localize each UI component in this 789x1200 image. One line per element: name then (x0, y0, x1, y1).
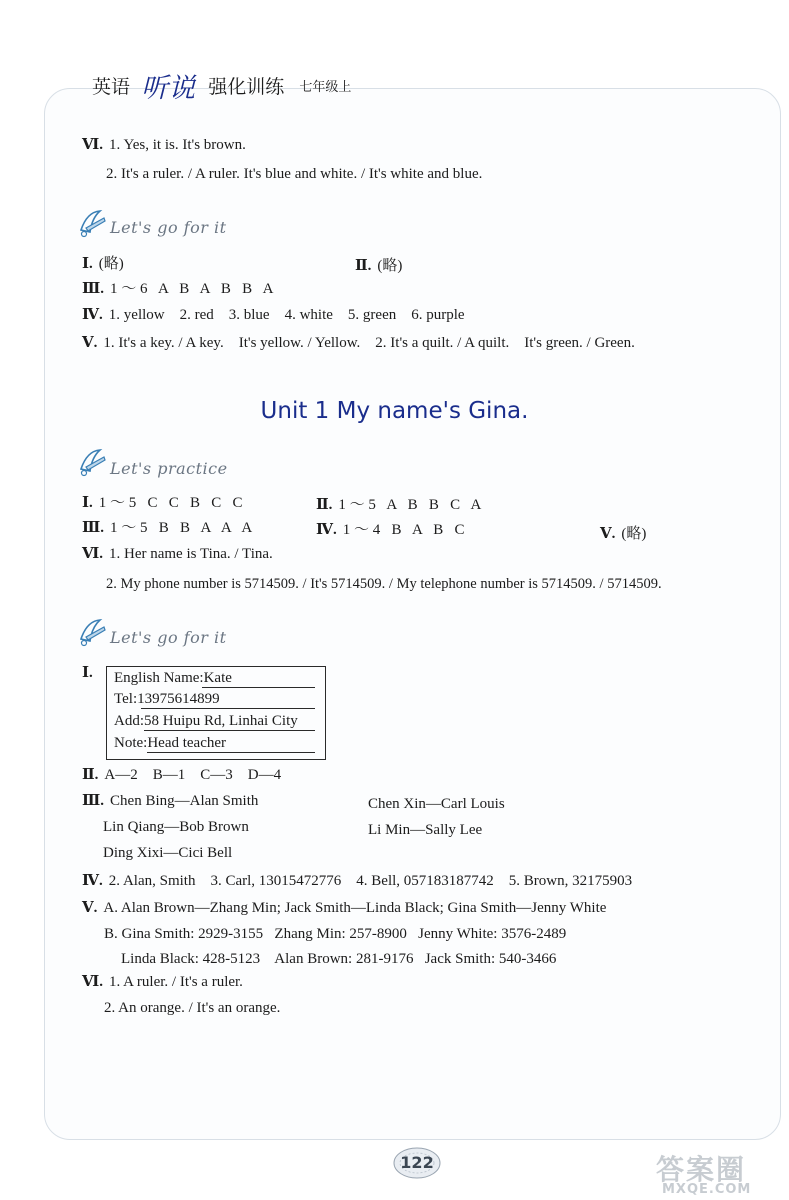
gfi2-v-line3: Linda Black: 428-5123 Alan Brown: 281-9176 Jack Smith: 540-3466 (121, 951, 557, 967)
card-underline (144, 730, 315, 731)
gfi2-i-roman: Ⅰ. (82, 665, 93, 681)
page-number-badge (392, 1146, 442, 1180)
practice-iv (316, 521, 464, 539)
header-english: 英语 (92, 76, 131, 98)
card-note-row (114, 734, 226, 752)
roman-numeral: Ⅴ. (82, 335, 98, 351)
roman-numeral: Ⅱ. (316, 497, 333, 513)
header-grade: 七年级上 (299, 80, 352, 95)
card-name-row (114, 669, 232, 687)
card-underline (202, 687, 315, 688)
gfi2-ii (82, 766, 281, 784)
answer-text: A. Alan Brown—Zhang Min; Jack Smith—Linda Black; Gina Smith—Jenny White (103, 900, 607, 916)
roman-numeral: Ⅳ. (82, 873, 103, 889)
card-underline (141, 708, 315, 709)
roman-numeral: Ⅰ. (82, 495, 93, 511)
roman-numeral: Ⅱ. (82, 767, 99, 783)
answer-text: 1 ～ 4 B A B C (342, 522, 465, 538)
roman-numeral: Ⅰ. (82, 256, 93, 272)
roman-numeral: Ⅲ. (82, 281, 105, 297)
unit-title: Unit 1 My name's Gina. (260, 398, 529, 424)
card-note-label: Note: (114, 735, 148, 751)
answer-text: 1 ～ 5 C C B C C (98, 495, 243, 511)
header (92, 66, 352, 104)
page-number: 122 (400, 1153, 434, 1172)
answer-text: Chen Bing—Alan Smith (110, 793, 259, 809)
gfi1-iii (82, 280, 273, 298)
answer-text: A—2 B—1 C—3 D—4 (104, 767, 282, 783)
gfi2-vi-line2: 2. An orange. / It's an orange. (104, 1000, 281, 1016)
gfi2-v-line1 (82, 899, 606, 917)
watermark-url: MXQE.COM (662, 1182, 752, 1197)
answer-text: (略) (98, 256, 124, 272)
gfi2-iii-right1: Chen Xin—Carl Louis (368, 796, 505, 812)
practice-vi-line1 (82, 545, 273, 563)
card-tel-row (114, 690, 220, 708)
gfi2-iv (82, 872, 632, 890)
card-add-row (114, 712, 298, 730)
card-add-label: Add: (114, 713, 144, 729)
card-tel-label: Tel: (114, 691, 138, 707)
roman-numeral: Ⅴ. (600, 526, 616, 542)
roman-numeral: Ⅵ. (82, 974, 103, 990)
section-title: Let's practice (110, 459, 228, 478)
gfi2-iii-left2: Lin Qiang—Bob Brown (103, 819, 249, 835)
answer-text: 1 ～ 6 A B A B B A (110, 281, 274, 297)
card-note-value: Head teacher (147, 735, 227, 751)
card-underline (147, 752, 315, 753)
card-name-value: Kate (203, 670, 232, 686)
answer-text: 1. Yes, it is. It's brown. (109, 137, 246, 153)
gfi2-iii-left1 (82, 792, 258, 810)
roman-numeral: Ⅴ. (82, 900, 98, 916)
answer-text: 1. It's a key. / A key. It's yellow. / Yellow. 2. It's a quilt. / A quilt. It's green. / Green. (103, 335, 635, 351)
gfi1-ii (355, 257, 402, 275)
roman-numeral: Ⅳ. (316, 522, 337, 538)
practice-vi-line2: 2. My phone number is 5714509. / It's 5714509. / My telephone number is 5714509. / 5714509. (106, 576, 662, 592)
header-training: 强化训练 (208, 76, 285, 98)
watermark-text: 答案圈 (656, 1153, 747, 1186)
answer-text: 1. Her name is Tina. / Tina. (109, 546, 273, 562)
gfi2-iii-right2: Li Min—Sally Lee (368, 822, 483, 838)
gfi1-i (82, 255, 124, 273)
answer-text: 1. A ruler. / It's a ruler. (109, 974, 243, 990)
answer-text: 2. Alan, Smith 3. Carl, 13015472776 4. Bell, 057183187742 5. Brown, 32175903 (108, 873, 633, 889)
pencil-book-icon (78, 447, 108, 477)
card-add-value: 58 Huipu Rd, Linhai City (144, 713, 298, 729)
practice-iii (82, 519, 252, 537)
top-vi-line2: 2. It's a ruler. / A ruler. It's blue and white. / It's white and blue. (106, 166, 483, 182)
gfi2-v-line2: B. Gina Smith: 2929-3155 Zhang Min: 257-8900 Jenny White: 3576-2489 (104, 926, 567, 942)
answer-text: 1 ～ 5 B B A A A (110, 520, 253, 536)
roman-numeral: Ⅳ. (82, 307, 103, 323)
roman-numeral: Ⅵ. (82, 546, 103, 562)
section-title: Let's go for it (110, 218, 227, 237)
top-vi-line1 (82, 136, 246, 154)
roman-numeral: Ⅲ. (82, 520, 105, 536)
answer-text: 1. yellow 2. red 3. blue 4. white 5. green 6. purple (108, 307, 465, 323)
section-title: Let's go for it (110, 628, 227, 647)
pencil-book-icon (78, 617, 108, 647)
pencil-book-icon (78, 208, 108, 238)
answer-text: (略) (377, 258, 403, 274)
roman-numeral: Ⅵ. (82, 137, 103, 153)
practice-ii (316, 496, 481, 514)
roman-numeral: Ⅱ. (355, 258, 372, 274)
gfi2-iii-left3: Ding Xixi—Cici Bell (103, 845, 233, 861)
roman-numeral: Ⅲ. (82, 793, 105, 809)
practice-v (600, 525, 646, 543)
gfi1-iv (82, 306, 465, 324)
answer-text: 1 ～ 5 A B B C A (338, 497, 482, 513)
gfi2-vi-line1 (82, 973, 243, 991)
header-tingshuo: 听说 (141, 73, 196, 104)
answer-text: (略) (621, 526, 647, 542)
name-card (106, 666, 326, 760)
watermark-logo (648, 1148, 780, 1198)
card-tel-value: 13975614899 (137, 691, 220, 707)
card-name-label: English Name: (114, 670, 204, 686)
gfi1-v (82, 334, 635, 352)
practice-i (82, 494, 243, 512)
